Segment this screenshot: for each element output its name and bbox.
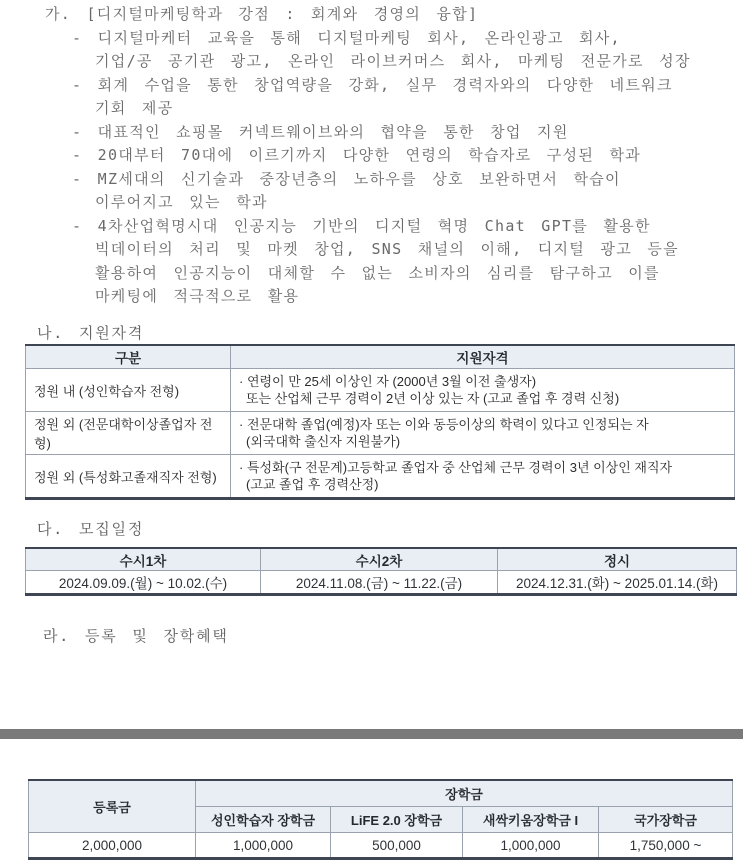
bullet-line: - MZ세대의 신기술과 중장년층의 노하우를 상호 보완하면서 학습이 bbox=[72, 169, 621, 188]
qualification-line: · 특성화(구 전문계)고등학교 졸업자 중 산업체 근무 경력이 3년 이상인 재직자 bbox=[239, 460, 673, 475]
category-cell: 정원 외 (특성화고졸재직자 전형) bbox=[26, 455, 231, 499]
amount-row bbox=[29, 833, 733, 859]
qualification-cell bbox=[231, 369, 735, 412]
bullet-line: 이루어지고 있는 학과 bbox=[95, 193, 268, 211]
qualification-line: 또는 산업체 근무 경력이 2년 이상 있는 자 (고교 졸업 후 경력 신청) bbox=[246, 391, 620, 406]
tuition-scholarship-table bbox=[28, 779, 733, 860]
bullet-line: 마케팅에 적극적으로 활용 bbox=[95, 287, 300, 305]
bullet-line: 기업/공 공기관 광고, 온라인 라이브커머스 회사, 마케팅 전문가로 성장 bbox=[95, 52, 691, 70]
category-cell: 정원 외 (전문대학이상졸업자 전형) bbox=[26, 412, 231, 455]
qualification-line: (고교 졸업 후 경력산정) bbox=[246, 477, 379, 492]
qualification-line: (외국대학 출신자 지원불가) bbox=[246, 434, 401, 449]
section-d-heading: 라. 등록 및 장학혜택 bbox=[43, 627, 229, 645]
bullet-line: - 디지털마케터 교육을 통해 디지털마케팅 회사, 온라인광고 회사, bbox=[72, 28, 621, 47]
admission-schedule-table bbox=[25, 547, 737, 596]
subheader-life20: LiFE 2.0 장학금 bbox=[331, 807, 463, 833]
qualification-cell bbox=[231, 455, 735, 499]
subheader-saessak: 새싹키움장학금 I bbox=[463, 807, 599, 833]
section-a-title: 가. [디지털마케팅학과 강점 : 회계와 경영의 융합] bbox=[45, 5, 479, 23]
qualification-cell bbox=[231, 412, 735, 455]
section-c-heading: 다. 모집일정 bbox=[37, 520, 145, 538]
scholarship-amount: 1,000,000 bbox=[463, 833, 599, 859]
scholarship-amount: 1,000,000 bbox=[196, 833, 331, 859]
qualification-line: · 연령이 만 25세 이상인 자 (2000년 3월 이전 출생자) bbox=[239, 374, 537, 389]
table-row bbox=[26, 369, 735, 412]
bullet-line: 기회 제공 bbox=[95, 99, 174, 117]
table-row bbox=[26, 571, 737, 595]
scholarship-amount: 1,750,000 ~ bbox=[599, 833, 733, 859]
column-header-category: 구분 bbox=[26, 345, 231, 369]
bullet-line: - 4차산업혁명시대 인공지능 기반의 디지털 혁명 Chat GPT를 활용한 bbox=[72, 216, 651, 235]
column-header-early2: 수시2차 bbox=[261, 548, 498, 571]
column-header-regular: 정시 bbox=[498, 548, 737, 571]
section-a-strengths bbox=[45, 3, 735, 309]
table-row bbox=[26, 412, 735, 455]
scholarship-group-header-row bbox=[29, 780, 733, 807]
category-cell: 정원 내 (성인학습자 전형) bbox=[26, 369, 231, 412]
bullet-line: 빅데이터의 처리 및 마켓 창업, SNS 채널의 이해, 디지털 광고 등을 bbox=[95, 240, 679, 258]
section-b-heading: 나. 지원자격 bbox=[37, 324, 145, 342]
eligibility-header-row bbox=[26, 345, 735, 369]
scholarship-amount: 500,000 bbox=[331, 833, 463, 859]
tuition-amount: 2,000,000 bbox=[29, 833, 196, 859]
qualification-line: · 전문대학 졸업(예정)자 또는 이와 동등이상의 학력이 있다고 인정되는 자 bbox=[239, 417, 649, 432]
subheader-adult-learner: 성인학습자 장학금 bbox=[196, 807, 331, 833]
bullet-line: - 대표적인 쇼핑몰 커넥트웨이브와의 협약을 통한 창업 지원 bbox=[72, 122, 569, 141]
date-range-cell: 2024.12.31.(화) ~ 2025.01.14.(화) bbox=[498, 571, 737, 595]
schedule-header-row bbox=[26, 548, 737, 571]
subheader-national: 국가장학금 bbox=[599, 807, 733, 833]
eligibility-table bbox=[25, 344, 735, 500]
bullet-line: - 회계 수업을 통한 창업역량을 강화, 실무 경력자와의 다양한 네트워크 bbox=[72, 75, 673, 94]
column-header-early1: 수시1차 bbox=[26, 548, 261, 571]
date-range-cell: 2024.11.08.(금) ~ 11.22.(금) bbox=[261, 571, 498, 595]
tuition-header-cell: 등록금 bbox=[29, 780, 196, 833]
bullet-line: 활용하여 인공지능이 대체할 수 없는 소비자의 심리를 탐구하고 이를 bbox=[95, 263, 660, 282]
scholarship-header-cell: 장학금 bbox=[196, 780, 733, 807]
page-divider-bar bbox=[0, 729, 743, 739]
date-range-cell: 2024.09.09.(월) ~ 10.02.(수) bbox=[26, 571, 261, 595]
bullet-line: - 20대부터 70대에 이르기까지 다양한 연령의 학습자로 구성된 학과 bbox=[72, 146, 642, 164]
table-row bbox=[26, 455, 735, 499]
column-header-qualification: 지원자격 bbox=[231, 345, 735, 369]
